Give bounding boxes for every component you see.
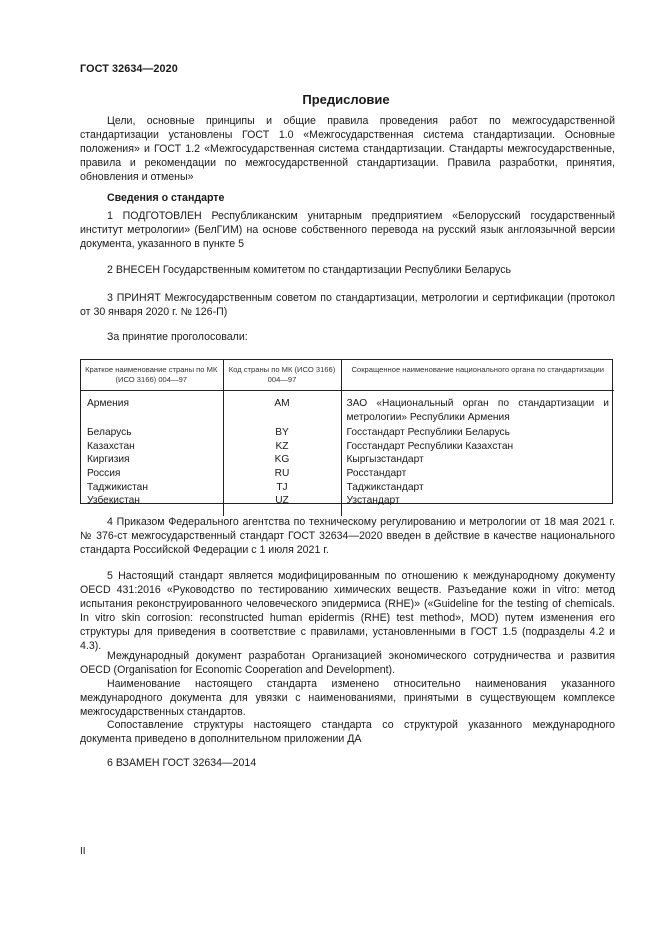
- code-cell: TJ: [223, 481, 341, 495]
- section-title: Сведения о стандарте: [107, 192, 225, 204]
- code-cell: KZ: [223, 440, 341, 454]
- code-cell: RU: [223, 467, 341, 481]
- intro-paragraph: Цели, основные принципы и общие правила проведения работ по межгосударственной стандартизации установлены ГОСТ 1.0 «Межгосударственная система стандартизации. Основные положения» и ГОСТ 1.2 «Межгосударственная система стандартизации. Стандарты межгосударственные, правила и рекомендации по межгосударственной стандартизации. Правила разработки, принятия, обновления и отмены»: [80, 115, 615, 183]
- agreed-label: За принятие проголосовали:: [107, 331, 248, 343]
- paragraph-3: 3 ПРИНЯТ Межгосударственным советом по стандартизации, метрологии и сертификации (протокол от 30 января 2020 г. № 126-П): [80, 292, 615, 318]
- body-cell: Узстандарт: [341, 494, 614, 516]
- country-cell: Узбекистан: [87, 495, 140, 507]
- paragraph-4: 4 Приказом Федерального агентства по техническому регулированию и метрологии от 18 мая 2021 г. № 376-ст межгосударственный стандарт ГОСТ 32634—2020 введен в действие в качестве национального стандарта Российской Федерации с 1 июля 2021 г.: [80, 516, 615, 556]
- table-row: [80, 481, 614, 495]
- country-cell: Таджикистан: [87, 481, 148, 493]
- table-row: [80, 494, 614, 516]
- paragraph-5-name-change: Наименование настоящего стандарта изменено относительно наименования указанного международного документа для увязки с наименованиями, принятыми в существующем комплексе межгосударственных стандартов.: [80, 678, 615, 718]
- page-title: Предисловие: [302, 92, 390, 107]
- table-row: [80, 426, 614, 440]
- body-cell: Кыргызстандарт: [341, 453, 614, 467]
- body-cell: Госстандарт Республики Беларусь: [341, 426, 614, 440]
- body-cell: Росстандарт: [341, 467, 614, 481]
- code-cell: BY: [223, 426, 341, 440]
- voting-table: [80, 359, 614, 516]
- column-header-body: Сокращенное наименование национального органа по стандартизации: [341, 359, 614, 391]
- body-cell: ЗАО «Национальный орган по стандартизации и метрологии» Республики Армения: [341, 391, 614, 427]
- table-row: [80, 467, 614, 481]
- country-cell: Россия: [87, 467, 121, 479]
- standard-code-header: ГОСТ 32634—2020: [80, 63, 178, 75]
- paragraph-5-international-doc: Международный документ разработан Организацией экономического сотрудничества и развития OECD (Organisation for Economic Cooperation and Development).: [80, 650, 615, 676]
- paragraph-2: 2 ВНЕСЕН Государственным комитетом по стандартизации Республики Беларусь: [107, 264, 512, 276]
- table-row: [80, 440, 614, 454]
- body-cell: Госстандарт Республики Казахстан: [341, 440, 614, 454]
- country-cell: Киргизия: [87, 454, 130, 466]
- code-cell: UZ: [223, 494, 341, 516]
- table-row: [80, 391, 614, 427]
- country-cell: Беларусь: [87, 427, 132, 439]
- column-header-country: Краткое наименование страны по МК (ИСО 3166) 004—97: [80, 359, 223, 391]
- code-cell: AM: [223, 391, 341, 427]
- paragraph-1: 1 ПОДГОТОВЛЕН Республиканским унитарным предприятием «Белорусский государственный институт метрологии» (БелГИМ) на основе собственного перевода на русский язык англоязычной версии документа, указанного в пункте 5: [80, 210, 615, 250]
- paragraph-6: 6 ВЗАМЕН ГОСТ 32634—2014: [107, 757, 257, 769]
- country-cell: Казахстан: [87, 440, 135, 452]
- table-row: [80, 453, 614, 467]
- page-number: II: [80, 846, 86, 857]
- code-cell: KG: [223, 453, 341, 467]
- paragraph-5: 5 Настоящий стандарт является модифицированным по отношению к международному документу OECD 431:2016 «Руководство по тестированию химических веществ. Разъедание кожи in vitro: метод испытания реконструированного человеческого эпидермиса (RHE)» («Guideline for the testing of chemicals. In vitro skin corrosion: reconstructed human epidermis (RHE) test method», MOD) путем изменения его структуры для приведения в соответствие с правилами, установленными в ГОСТ 1.5 (подразделы 4.2 и 4.3).: [80, 570, 615, 652]
- body-cell: Таджикстандарт: [341, 481, 614, 495]
- paragraph-5-structure: Сопоставление структуры настоящего стандарта со структурой указанного международного документа приведено в дополнительном приложении ДА: [80, 719, 615, 745]
- table-header-row: [80, 359, 614, 391]
- country-cell: Армения: [87, 398, 129, 409]
- column-header-code: Код страны по МК (ИСО 3166) 004—97: [223, 359, 341, 391]
